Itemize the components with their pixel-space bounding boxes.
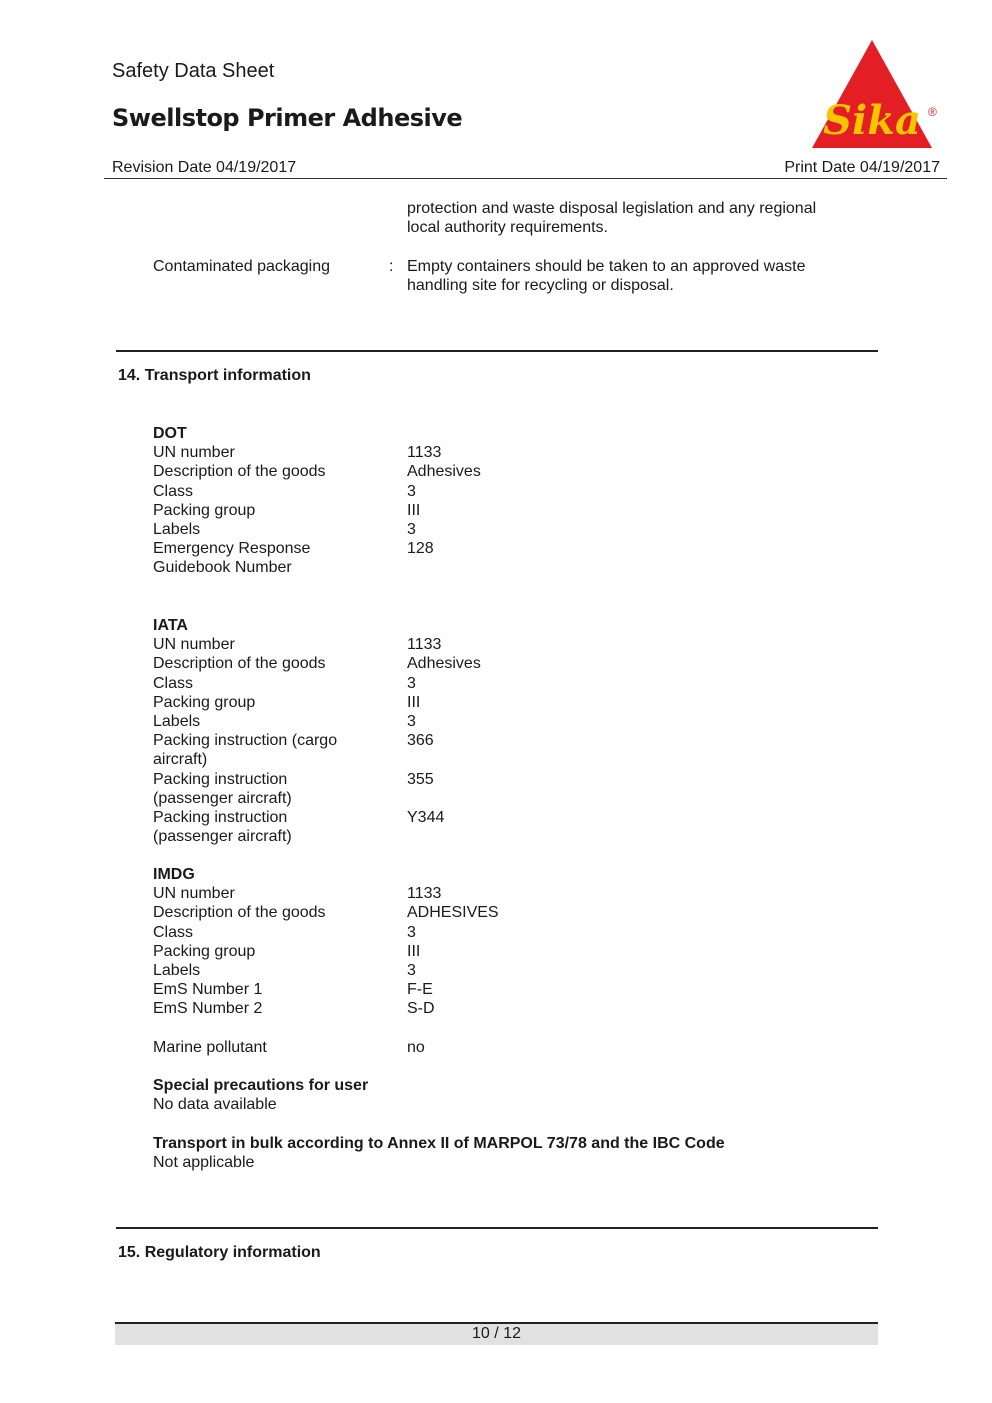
dot-block [153,424,481,578]
row-value: 3 [407,521,416,539]
row-value: 3 [407,713,416,731]
marine-pollutant-value: no [407,1038,425,1056]
bulk-transport-text: Not applicable [153,1154,255,1172]
logo-registered-mark: ® [928,105,937,119]
row-value: 3 [407,482,416,500]
table-row [153,443,481,462]
row-label: UN number [153,636,235,654]
row-value: Y344 [407,809,445,827]
product-name: Swellstop Primer Adhesive [112,104,463,132]
row-value: 366 [407,732,434,750]
table-row [153,635,481,654]
special-precautions-text: No data available [153,1096,277,1114]
row-value: 355 [407,770,434,788]
dot-heading: DOT [153,425,187,442]
row-value: 3 [407,923,416,941]
row-value: 1133 [407,444,442,462]
table-row [153,884,499,903]
imdg-heading: IMDG [153,866,195,883]
page-number: 10 / 12 [472,1325,521,1342]
row-label: aircraft) [153,751,208,769]
section-15-title: 15. Regulatory information [118,1244,321,1261]
contaminated-packaging-value [407,257,805,295]
row-label: Class [153,923,194,941]
special-precautions [153,1076,368,1114]
sika-logo-icon [808,38,940,152]
table-row [153,462,481,481]
row-label: Packing instruction [153,809,288,827]
row-label: Guidebook Number [153,559,292,577]
header-divider [104,178,947,179]
row-label: EmS Number 1 [153,981,263,999]
print-date: Print Date 04/19/2017 [784,159,940,176]
table-row [153,712,481,731]
field-colon: : [389,258,394,275]
disposal-continued [407,199,816,237]
table-row [153,558,481,577]
table-row [153,789,481,808]
table-row [153,654,481,673]
row-label: Class [153,674,194,692]
row-label: UN number [153,444,235,462]
row-value: Adhesives [407,655,481,673]
packaging-line: handling site for recycling or disposal. [407,277,674,294]
table-row [153,501,481,520]
table-row [153,808,481,827]
table-row [153,999,499,1018]
table-row [153,961,499,980]
row-value: 3 [407,962,416,980]
row-label: UN number [153,885,235,903]
table-row [153,923,499,942]
row-label: Packing instruction [153,770,288,788]
row-value: 128 [407,540,434,558]
table-row [153,770,481,789]
row-label: Labels [153,713,201,731]
section-14-title: 14. Transport information [118,367,311,384]
section-divider [116,1227,878,1229]
row-label: Description of the goods [153,463,326,481]
table-row [153,750,481,769]
special-precautions-heading: Special precautions for user [153,1077,369,1094]
row-value: 1133 [407,636,442,654]
table-row [153,482,481,501]
document-type: Safety Data Sheet [112,60,275,82]
section-divider [116,350,878,352]
row-label: Description of the goods [153,655,326,673]
row-label: Labels [153,962,201,980]
bulk-transport-heading: Transport in bulk according to Annex II of MARPOL 73/78 and the IBC Code [153,1135,725,1152]
row-value: F-E [407,981,433,999]
revision-date: Revision Date 04/19/2017 [112,159,297,176]
packaging-line: Empty containers should be taken to an approved waste [407,258,806,275]
table-row [153,1038,499,1057]
row-label: (passenger aircraft) [153,789,292,807]
row-label: Packing group [153,693,256,711]
row-value: III [407,942,421,960]
table-row [153,942,499,961]
table-row [153,827,481,846]
bulk-transport [153,1134,725,1172]
disposal-line: protection and waste disposal legislation and any regional [407,200,817,217]
row-value: S-D [407,1000,435,1018]
imdg-block [153,865,499,1057]
row-value: ADHESIVES [407,904,499,922]
row-value: 3 [407,674,416,692]
row-label: Labels [153,521,201,539]
contaminated-packaging-label: Contaminated packaging [153,258,331,275]
table-row [153,520,481,539]
table-row [153,674,481,693]
row-label: Class [153,482,194,500]
table-row [153,980,499,999]
spacer [153,1019,499,1038]
row-value: III [407,501,421,519]
row-value: Adhesives [407,463,481,481]
row-label: Description of the goods [153,904,326,922]
iata-block [153,616,481,846]
disposal-line: local authority requirements. [407,219,608,236]
row-label: Packing instruction (cargo [153,732,338,750]
iata-heading: IATA [153,617,188,634]
table-row [153,539,481,558]
table-row [153,693,481,712]
row-label: Emergency Response [153,540,311,558]
row-label: Packing group [153,942,256,960]
logo-wordmark: Sika [823,97,921,144]
marine-pollutant-label: Marine pollutant [153,1038,267,1056]
table-row [153,903,499,922]
row-label: Packing group [153,501,256,519]
row-value: 1133 [407,885,442,903]
row-label: (passenger aircraft) [153,828,292,846]
row-label: EmS Number 2 [153,1000,263,1018]
table-row [153,731,481,750]
row-value: III [407,693,421,711]
